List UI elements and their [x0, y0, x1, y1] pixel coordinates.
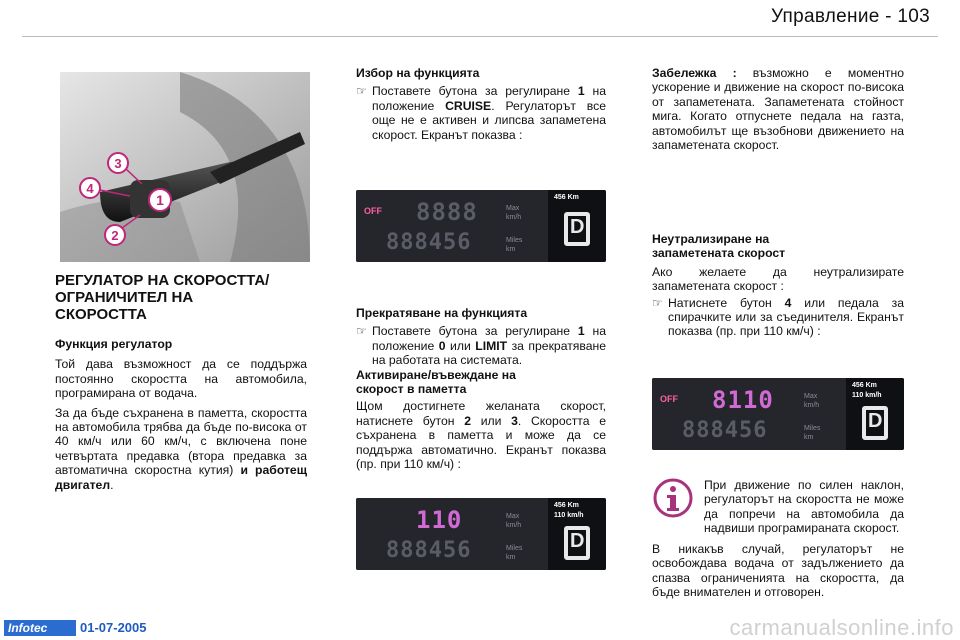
display-cruise-selected: OFF 8888 Max km/h 888456 Miles km 456 Km D: [356, 190, 606, 262]
stalk-illustration: [60, 72, 310, 262]
info-icon: [653, 478, 693, 518]
off-indicator: OFF: [364, 206, 382, 216]
column-left: [55, 272, 307, 492]
heading-activate-line1: Активиране/въвеждане на: [356, 367, 516, 382]
svg-text:4: 4: [86, 181, 94, 196]
svg-text:3: 3: [114, 156, 122, 171]
stored-speed-digits: 8110: [712, 386, 774, 414]
display-cruise-active: 110 Max km/h 888456 Miles km 456 Km 110 km/h D: [356, 498, 606, 570]
stored-speed-digits: 110: [416, 506, 463, 534]
column-middle-lower: [356, 306, 606, 471]
column-right-bottom: [652, 542, 904, 600]
bullet-neutralize: ☞ Натиснете бутон 4 или педала за спирачките или за съединителя. Екранът показва (пр. при 110 км/ч) :: [652, 295, 904, 339]
display-cruise-neutralized: OFF 8110 Max km/h 888456 Miles km 456 Km 110 km/h D: [652, 378, 904, 450]
arrow-bullet-icon: ☞: [356, 84, 367, 99]
callout-4: [80, 178, 100, 198]
section-heading-line2: ОГРАНИЧИТЕЛ НА: [55, 289, 194, 306]
subheading-function: Функция регулатор: [55, 337, 173, 351]
arrow-bullet-icon: ☞: [652, 295, 663, 310]
bullet-stop: ☞ Поставете бутона за регулиране 1 на положение 0 или LIMIT за прекратяване на работата на системата.: [356, 324, 607, 368]
distance-readout: 456 Km: [554, 194, 579, 201]
callout-1: [149, 189, 171, 211]
paragraph-responsibility: В никакъв случай, регулаторът не освобождава водача от задължението да спазва ограниченията на скоростта, да бъде внимателен и отговорен.: [652, 542, 904, 600]
gear-indicator: D: [868, 410, 883, 432]
paragraph-note: Забележка : възможно е моментно ускорение и движение на скорост по-висока от запаметената. Запаметената стойност мига. Когато отпуснете педала на газта, автомобилът ще възобнови движението на запаметената скорост.: [652, 66, 904, 153]
odometer-digits: 888456: [386, 538, 472, 563]
odometer-digits: 888456: [682, 418, 768, 443]
odometer-digits: 888456: [386, 230, 472, 255]
paragraph-neutralize: Ако желаете да неутрализирате запаметената скорост :: [652, 264, 904, 294]
heading-activate-line2: скорост в паметта: [356, 382, 467, 397]
svg-text:1: 1: [156, 192, 164, 208]
gear-indicator: D: [570, 216, 585, 238]
distance-readout: 456 Km: [554, 502, 579, 509]
infotec-logo: Infotec: [4, 620, 76, 636]
callout-3: [108, 153, 128, 173]
arrow-bullet-icon: ☞: [356, 324, 367, 339]
info-box: [704, 478, 904, 536]
watermark: carmanualsonline.info: [729, 615, 954, 640]
footer-date: 01-07-2005: [80, 620, 147, 635]
heading-select-function: Избор на функцията: [356, 66, 480, 80]
paragraph-conditions: За да бъде съхранена в паметта, скоростта на автомобила трябва да бъде по-висока от 40 км/ч или 60 км/ч, с включена поне четвъртата предавка (втора предавка за автоматична скоростна кутия) и работещ двигател.: [55, 405, 307, 492]
stalk-drawing: [60, 72, 310, 262]
column-right-middle: [652, 232, 904, 339]
heading-neutralize-line1: Неутрализиране на: [652, 232, 770, 246]
svg-text:2: 2: [111, 228, 119, 243]
speed-digits: 8888: [416, 198, 478, 226]
paragraph-activate: Щом достигнете желаната скорост, натиснете бутон 2 или 3. Скоростта е съхранена в паметта и може да се поддържа автоматично. Екранът показва (пр. при 110 км/ч) :: [356, 399, 606, 472]
speed-readout: 110 km/h: [554, 512, 584, 519]
off-indicator: OFF: [660, 394, 678, 404]
gear-indicator: D: [570, 530, 585, 552]
speed-readout: 110 km/h: [852, 392, 882, 399]
distance-readout: 456 Km: [852, 382, 877, 389]
page-header: Управление - 103: [770, 6, 930, 27]
section-heading-line3: СКОРОСТТА: [55, 306, 147, 323]
column-right: [652, 66, 904, 152]
bullet-select: ☞ Поставете бутона за регулиране 1 на положение CRUISE. Регулаторът все още не е активен и липсва запаметена скорост. Екранът показва :: [356, 84, 606, 142]
section-heading-line1: РЕГУЛАТОР НА СКОРОСТТА/: [55, 272, 270, 289]
paragraph-intro: Той дава възможност да се поддържа постоянно скоростта на автомобила, програмирана от водача.: [55, 357, 307, 401]
heading-stop-function: Прекратяване на функцията: [356, 306, 528, 320]
heading-neutralize-line2: запаметената скорост: [652, 246, 786, 261]
page-footer: [0, 615, 960, 640]
header-divider: [22, 36, 938, 37]
info-text: При движение по силен наклон, регулаторът на скоростта не може да попречи на автомобила да надвиши програмираната скорост.: [704, 478, 904, 536]
column-middle: [356, 66, 606, 142]
